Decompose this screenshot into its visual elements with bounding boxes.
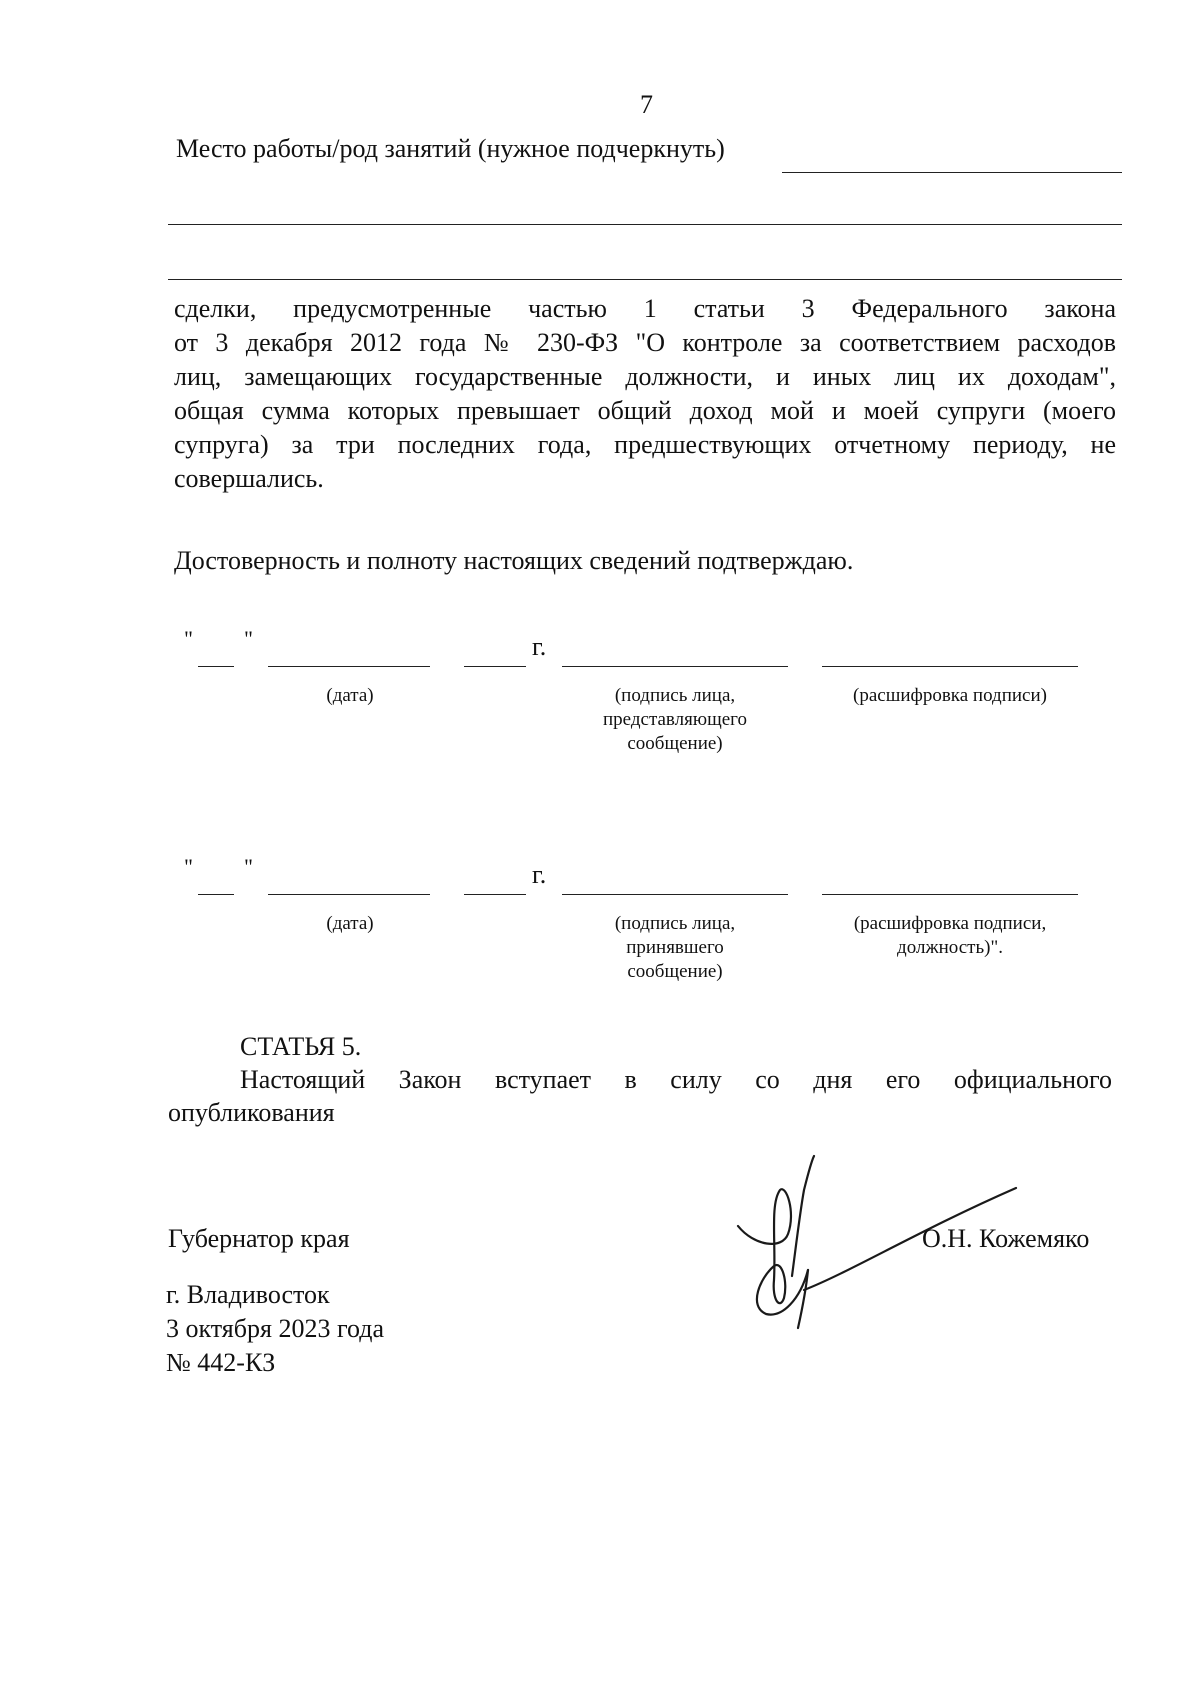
body-line: общая сумма которых превышает общий доход мой и моей супруги (моего	[174, 396, 1116, 425]
month-line	[268, 894, 430, 895]
blank-line-2	[168, 279, 1122, 280]
date-caption: (дата)	[326, 913, 374, 934]
body-paragraph	[174, 292, 1116, 496]
decode-caption	[820, 684, 1080, 708]
day-line	[198, 894, 234, 895]
month-line	[268, 666, 430, 667]
city: г. Владивосток	[166, 1280, 330, 1309]
year-line	[464, 666, 526, 667]
caption-line: принявшего	[626, 937, 724, 958]
body-line: лиц, замещающих государственные должности, и иных лиц их доходам",	[174, 362, 1116, 391]
body-line: супруга) за три последних года, предшествующих отчетному периоду, не	[174, 430, 1116, 459]
document-date: 3 октября 2023 года	[166, 1314, 384, 1343]
workplace-label: Место работы/род занятий (нужное подчеркнуть)	[176, 134, 725, 163]
caption-line: сообщение)	[627, 733, 723, 754]
decode-caption	[820, 912, 1080, 960]
caption-line: (расшифровка подписи,	[853, 913, 1047, 934]
signature-line	[562, 894, 788, 895]
workplace-underline	[782, 172, 1122, 173]
document-number: № 442-КЗ	[166, 1348, 276, 1377]
governor-name: О.Н. Кожемяко	[922, 1224, 1090, 1253]
signature-caption	[560, 684, 790, 756]
caption-line: (расшифровка подписи)	[853, 685, 1047, 706]
blank-line-1	[168, 224, 1122, 225]
confirmation-text: Достоверность и полноту настоящих сведений подтверждаю.	[174, 546, 854, 575]
article-text-line-2: опубликования	[168, 1098, 335, 1127]
caption-line: сообщение)	[627, 961, 723, 982]
caption-line: (подпись лица,	[614, 685, 736, 706]
year-suffix: г.	[532, 632, 547, 661]
quote-close: "	[244, 626, 253, 651]
year-line	[464, 894, 526, 895]
date-caption: (дата)	[326, 685, 374, 706]
quote-close: "	[244, 854, 253, 879]
quote-open: "	[184, 626, 193, 651]
decode-line	[822, 666, 1078, 667]
page-number: 7	[640, 90, 653, 119]
quote-open: "	[184, 854, 193, 879]
article-text-line-1: Настоящий Закон вступает в силу со дня его официального	[240, 1065, 1112, 1094]
year-suffix: г.	[532, 860, 547, 889]
governor-title: Губернатор края	[168, 1224, 350, 1253]
signature-line	[562, 666, 788, 667]
signature-caption	[560, 912, 790, 984]
caption-line: представляющего	[603, 709, 747, 730]
caption-line: должность)".	[897, 937, 1003, 958]
caption-line: (подпись лица,	[614, 913, 736, 934]
body-line: сделки, предусмотренные частью 1 статьи 3 Федерального закона	[174, 294, 1116, 323]
body-line: от 3 декабря 2012 года № 230-ФЗ "О контроле за соответствием расходов	[174, 328, 1116, 357]
day-line	[198, 666, 234, 667]
body-line: совершались.	[174, 464, 324, 493]
article-title: СТАТЬЯ 5.	[240, 1032, 362, 1061]
decode-line	[822, 894, 1078, 895]
